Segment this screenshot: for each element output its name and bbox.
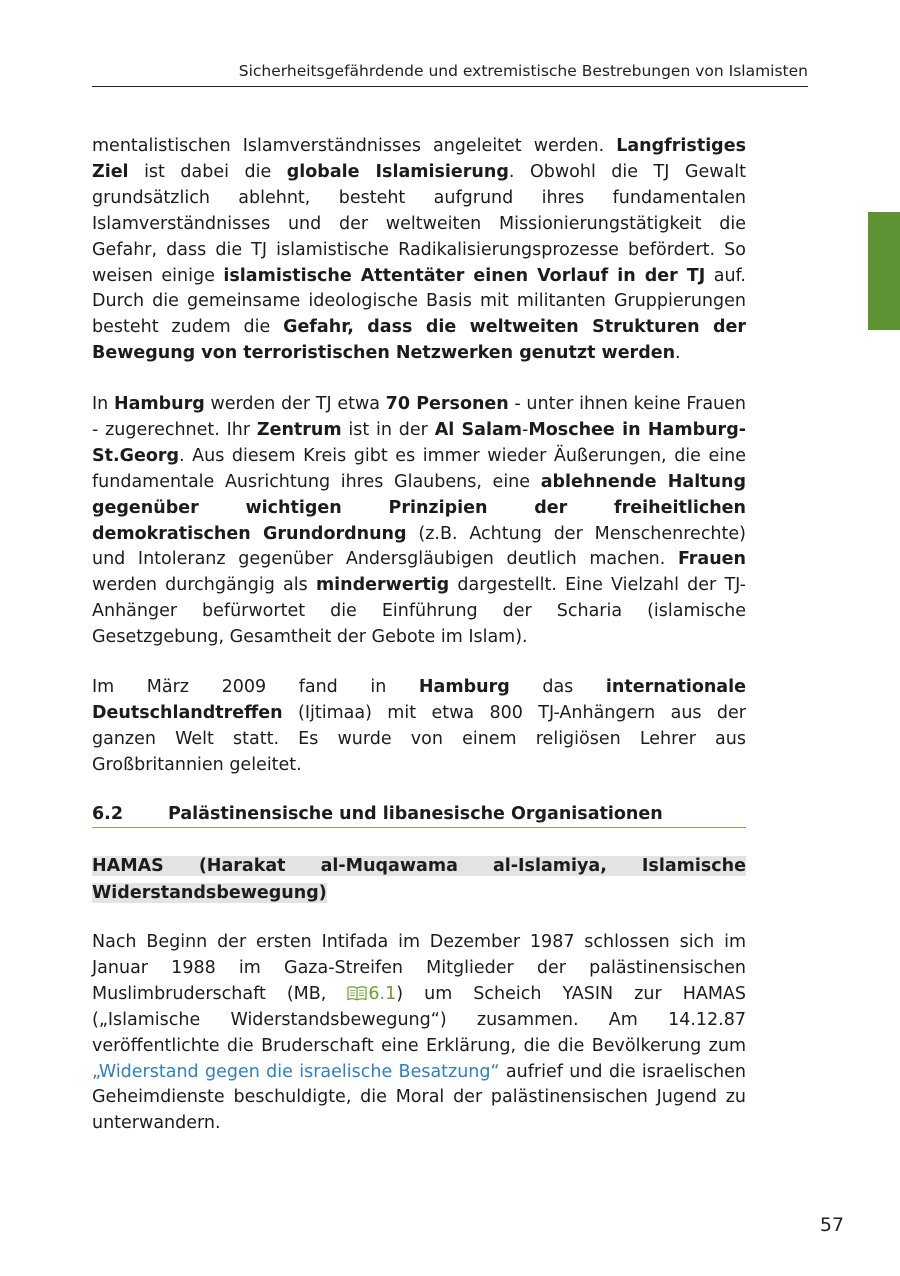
chapter-side-tab [868, 212, 900, 330]
emphasis: Langfristiges Ziel [92, 136, 746, 182]
emphasis: ablehnende Haltung gegenüber wichtigen Prinzipien der freiheitlichen demokratischen Grundordnung [92, 471, 746, 544]
subsection-heading [92, 853, 746, 906]
emphasis: globale Islamisierung [286, 161, 509, 182]
emphasis: islamistische Attentäter einen Vorlauf in der TJ [223, 265, 706, 286]
emphasis: minderwertig [315, 575, 450, 596]
section-number: 6.2 [92, 804, 124, 824]
paragraph-hamas-origins: Nach Beginn der ersten Intifada im Dezember 1987 schlossen sich im Januar 1988 im Gaza-Streifen Mitglieder der palästinensischen Muslimbruderschaft (MB, 6.1) um Scheich YASIN zur HAMAS („Islamische Widerstandsbewegung“) zusammen. Am 14.12.87 veröffentlichte die Bruderschaft eine Erklärung, die die Bevölkerung zum „Widerstand gegen die israelische Besatzung“ aufrief und die israelischen Geheimdienste beschuldigte, die Moral der palästinensischen Jugend zu unterwandern. [92, 932, 746, 1134]
subsection-title: HAMAS (Harakat al-Muqawama al-Islamiya, Islamische Widerstandsbewegung) [92, 856, 746, 903]
emphasis: Moschee in Hamburg-St.Georg [92, 419, 746, 466]
paragraph-tj-hamburg: In Hamburg werden der TJ etwa 70 Personen - unter ihnen keine Frauen - zugerechnet. Ihr Zentrum ist in der Al Salam-Moschee in Hamburg-St.Georg. Aus diesem Kreis gibt es immer wieder Äußerungen, die eine fundamentale Ausrichtung ihres Glaubens, eine ablehnende Haltung gegenüber wichtigen Prinzipien der freiheitlichen demokratischen Grundordnung (z.B. Achtung der Menschenrechte) und Intoleranz gegenüber Andersgläubigen deutlich machen. Frauen werden durchgängig als minderwertig dargestellt. Eine Vielzahl der TJ-Anhänger befürwortet die Einführung der Scharia (islamische Gesetzgebung, Gesamtheit der Gebote im Islam). [92, 394, 746, 648]
emphasis: Hamburg [113, 394, 205, 414]
quote-link[interactable]: „Widerstand gegen die israelische Besatzung“ [92, 1061, 500, 1082]
emphasis: Zentrum [256, 419, 342, 440]
emphasis: Gefahr, dass die weltweiten Strukturen der Bewegung von terroristischen Netzwerken genutzt werden [92, 317, 747, 364]
open-book-icon [347, 985, 367, 1001]
emphasis: Al Salam [434, 419, 523, 440]
page-number: 57 [819, 1214, 844, 1236]
paragraph-deutschlandtreffen: Im März 2009 fand in Hamburg das internationale Deutschlandtreffen (Ijtimaa) mit etwa 800 TJ-Anhängern aus der ganzen Welt statt. Es wurde von einem religiösen Lehrer aus Großbritannien geleitet. [92, 677, 746, 775]
running-header [92, 58, 808, 87]
section-title: Palästinensische und libanesische Organisationen [168, 804, 663, 824]
emphasis: 70 Personen [385, 394, 509, 414]
section-heading [92, 801, 746, 828]
crossref-number: 6.1 [368, 983, 397, 1004]
paragraph-tj-goals: mentalistischen Islamverständnisses angeleitet werden. Langfristiges Ziel ist dabei die globale Islamisierung. Obwohl die TJ Gewalt grundsätzlich ablehnt, besteht aufgrund ihres fundamentalen Islamverständnisses und der weltweiten Missionierungstätigkeit die Gefahr, dass die TJ islamistische Radikalisierungsprozesse befördert. So weisen einige islamistische Attentäter einen Vorlauf in der TJ auf. Durch die gemeinsame ideologische Basis mit militanten Gruppierungen besteht zudem die Gefahr, dass die weltweiten Strukturen der Bewegung von terroristischen Netzwerken genutzt werden. [92, 136, 747, 364]
emphasis: Frauen [677, 549, 746, 570]
running-header-title: Sicherheitsgefährdende und extremistische Bestrebungen von Islamisten [238, 62, 808, 80]
crossref-link[interactable] [347, 984, 396, 1004]
emphasis: Hamburg [418, 677, 510, 697]
emphasis: internationale Deutschlandtreffen [92, 677, 746, 723]
